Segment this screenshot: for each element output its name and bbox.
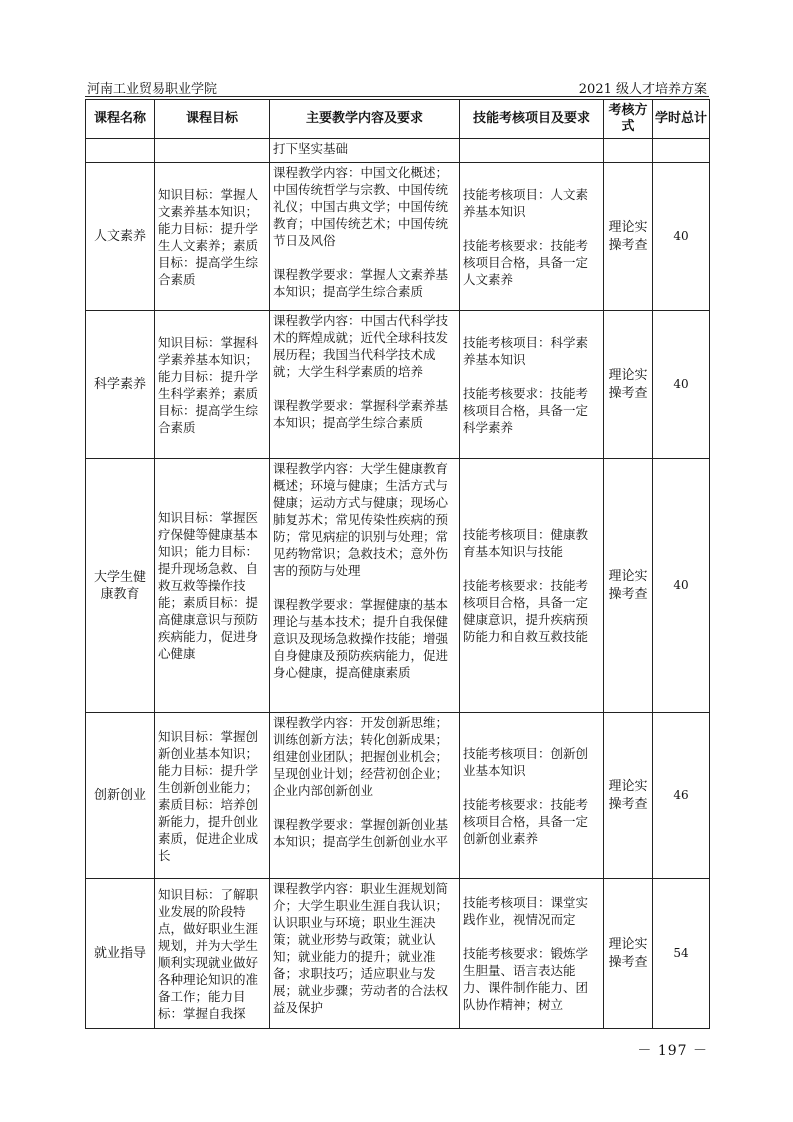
course-content <box>270 163 460 311</box>
table-header-row <box>86 100 710 139</box>
course-content <box>270 879 460 1029</box>
content-text: 课程教学内容：中国文化概述；中国传统哲学与宗教、中国传统礼仪；中国古典文学；中国传统教育；中国传统艺术；中国传统节日及风俗 <box>273 165 449 248</box>
cell-empty <box>460 139 604 163</box>
content-text: 课程教学内容：大学生健康教育概述；环境与健康；生活方式与健康；运动方式与健康；现场心肺复苏术；常见传染性疾病的预防；常见病症的识别与处理；常见药物常识；急救技术；意外伤害的预防与处理 <box>273 461 449 578</box>
document-title: 2021 级人才培养方案 <box>578 82 707 97</box>
total-hours: 54 <box>653 879 710 1029</box>
col-header-course-goal: 课程目标 <box>155 100 270 139</box>
col-header-main-content: 主要教学内容及要求 <box>270 100 460 139</box>
table-row-continuation <box>86 139 710 163</box>
table-row <box>86 311 710 459</box>
content-text: 课程教学内容：中国古代科学技术的辉煌成就；近代全球科技发展历程；我国当代科学技术成就；大学生科学素质的培养 <box>273 313 449 379</box>
course-goal: 知识目标：掌握创新创业基本知识；能力目标：提升学生创新创业能力；素质目标：培养创新能力，提升创业素质，促进企业成长 <box>155 713 270 879</box>
cell-empty <box>604 139 653 163</box>
content-text: 课程教学内容：职业生涯规划简介；大学生职业生涯自我认识；认识职业与环境；职业生涯决策；就业形势与政策；就业认知；就业能力的提升；就业准备；求职技巧；适应职业与发展；就业步骤；劳动者的合法权益及保护 <box>273 881 449 1015</box>
col-header-course-name: 课程名称 <box>86 100 155 139</box>
cell-empty <box>155 139 270 163</box>
skill-requirement: 技能考核要求：技能考核项目合格，具备一定人文素养 <box>463 237 589 287</box>
skill-item: 技能考核项目：健康教育基本知识与技能 <box>463 527 589 559</box>
col-header-total-hours: 学时总计 <box>653 100 710 139</box>
cell-content: 打下坚实基础 <box>270 139 460 163</box>
skill-assessment <box>460 713 604 879</box>
course-goal: 知识目标：掌握医疗保健等健康基本知识；能力目标：提升现场急救、自救互救等操作技能；素质目标：提高健康意识与预防疾病能力，促进身心健康 <box>155 459 270 713</box>
course-table <box>85 99 710 1029</box>
skill-item: 技能考核项目：创新创业基本知识 <box>463 745 589 778</box>
table-row <box>86 459 710 713</box>
requirement-text: 课程教学要求：掌握健康的基本理论与基本技术；提升自我保健意识及现场急救操作技能；增强自身健康及预防疾病能力，促进身心健康，提高健康素质 <box>273 597 449 680</box>
requirement-text: 课程教学要求：掌握创新创业基本知识；提高学生创新创业水平 <box>273 817 449 849</box>
page-number: － 197 － <box>637 1043 708 1059</box>
page-header <box>85 76 709 97</box>
skill-requirement: 技能考核要求：技能考核项目合格，具备一定健康意识，提升疾病预防能力和自救互救技能 <box>463 578 589 644</box>
total-hours: 40 <box>653 459 710 713</box>
cell-empty <box>86 139 155 163</box>
course-goal: 知识目标：掌握人文素养基本知识；能力目标：提升学生人文素养；素质目标：提高学生综合素质 <box>155 163 270 311</box>
course-name: 就业指导 <box>86 879 155 1029</box>
skill-item: 技能考核项目：科学素养基本知识 <box>463 334 589 367</box>
table-row <box>86 713 710 879</box>
total-hours: 46 <box>653 713 710 879</box>
skill-assessment <box>460 163 604 311</box>
assessment-method: 理论实操考查 <box>604 459 653 713</box>
course-goal: 知识目标：掌握科学素养基本知识；能力目标：提升学生科学素养；素质目标：提高学生综合素质 <box>155 311 270 459</box>
school-name: 河南工业贸易职业学院 <box>87 82 218 97</box>
total-hours: 40 <box>653 311 710 459</box>
col-header-skill-assessment: 技能考核项目及要求 <box>460 100 604 139</box>
course-name: 人文素养 <box>86 163 155 311</box>
course-name: 创新创业 <box>86 713 155 879</box>
course-name: 大学生健康教育 <box>86 459 155 713</box>
skill-requirement: 技能考核要求：技能考核项目合格，具备一定创新创业素养 <box>463 796 589 846</box>
assessment-method: 理论实操考查 <box>604 163 653 311</box>
course-content <box>270 311 460 459</box>
skill-assessment <box>460 311 604 459</box>
assessment-method: 理论实操考查 <box>604 713 653 879</box>
cell-empty <box>653 139 710 163</box>
requirement-text: 课程教学要求：掌握人文素养基本知识；提高学生综合素质 <box>273 267 449 299</box>
table-row <box>86 879 710 1029</box>
course-goal: 知识目标：了解职业发展的阶段特点，做好职业生涯规划，并为大学生顺利实现就业做好各种理论知识的准备工作；能力目标：掌握自我探 <box>155 879 270 1029</box>
assessment-method: 理论实操考查 <box>604 311 653 459</box>
requirement-text: 课程教学要求：掌握科学素养基本知识；提高学生综合素质 <box>273 398 449 430</box>
table-row <box>86 163 710 311</box>
skill-item: 技能考核项目：人文素养基本知识 <box>463 186 589 219</box>
assessment-method: 理论实操考查 <box>604 879 653 1029</box>
skill-item: 技能考核项目：课堂实践作业，视情况而定 <box>463 895 589 927</box>
skill-assessment <box>460 459 604 713</box>
content-text: 课程教学内容：开发创新思维；训练创新方法；转化创新成果；组建创业团队；把握创业机会；呈现创业计划；经营初创企业；企业内部创新创业 <box>273 715 449 798</box>
course-content <box>270 713 460 879</box>
course-name: 科学素养 <box>86 311 155 459</box>
skill-requirement: 技能考核要求：技能考核项目合格，具备一定科学素养 <box>463 385 589 435</box>
total-hours: 40 <box>653 163 710 311</box>
skill-requirement: 技能考核要求：锻炼学生胆量、语言表达能力、课件制作能力、团队协作精神；树立 <box>463 946 589 1012</box>
col-header-assessment-method: 考核方式 <box>604 100 653 139</box>
course-content <box>270 459 460 713</box>
skill-assessment <box>460 879 604 1029</box>
